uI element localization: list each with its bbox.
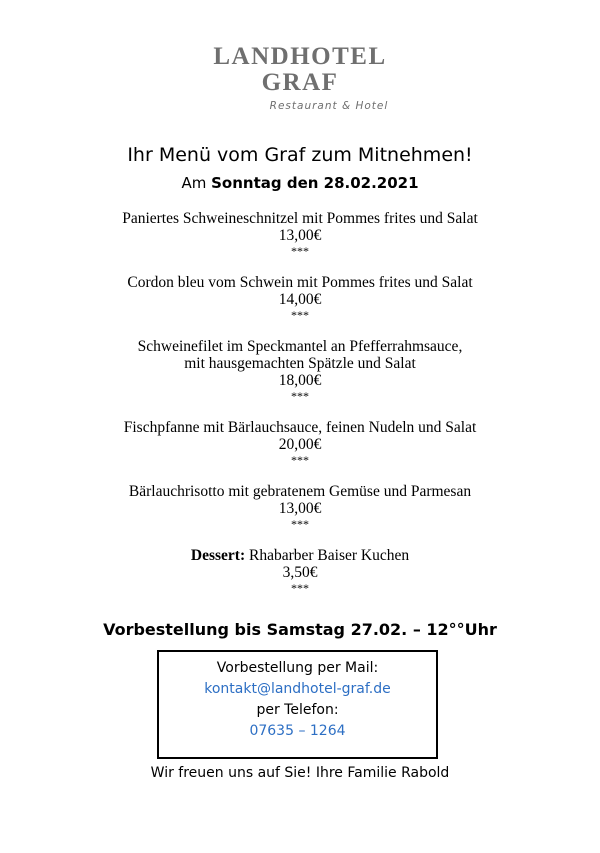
menu-item <box>0 419 600 467</box>
dish-price: 18,00€ <box>278 372 322 389</box>
separator: *** <box>291 581 309 595</box>
dish-name-line-2: mit hausgemachten Spätzle und Salat <box>184 355 416 372</box>
separator: *** <box>291 389 309 403</box>
date-value: Sonntag den 28.02.2021 <box>211 174 419 192</box>
dish-name: Schweinefilet im Speckmantel an Pfefferrahmsauce, <box>137 338 463 355</box>
dessert-label: Dessert: <box>190 547 246 564</box>
dish-price: 13,00€ <box>278 227 322 244</box>
page-title: Ihr Menü vom Graf zum Mitnehmen! <box>127 144 473 166</box>
dish-name: Bärlauchrisotto mit gebratenem Gemüse und Parmesan <box>128 483 472 500</box>
separator: *** <box>291 453 309 467</box>
closing-note: Wir freuen uns auf Sie! Ihre Familie Rabold <box>150 765 450 781</box>
hotel-logo <box>0 44 600 112</box>
email-link[interactable]: kontakt@landhotel-graf.de <box>204 681 391 697</box>
contact-box <box>157 650 438 759</box>
dessert-name: Rhabarber Baiser Kuchen <box>245 547 410 564</box>
dish-price: 20,00€ <box>278 436 322 453</box>
phone-label: per Telefon: <box>256 702 339 718</box>
dessert-line <box>0 547 600 564</box>
dish-name: Paniertes Schweineschnitzel mit Pommes frites und Salat <box>122 210 478 227</box>
logo-line-2: GRAF <box>261 69 339 96</box>
logo-subtitle: Restaurant & Hotel <box>269 100 389 112</box>
menu-item <box>0 210 600 258</box>
separator: *** <box>291 308 309 322</box>
separator: *** <box>291 517 309 531</box>
logo-line-1: LANDHOTEL <box>213 43 387 70</box>
phone-link[interactable]: 07635 – 1264 <box>249 723 346 739</box>
separator: *** <box>291 244 309 258</box>
dish-name: Cordon bleu vom Schwein mit Pommes frites und Salat <box>127 274 473 291</box>
dish-price: 14,00€ <box>278 291 322 308</box>
date-prefix: Am <box>181 174 212 192</box>
dessert-item <box>0 547 600 595</box>
menu-list <box>0 210 600 611</box>
menu-date <box>0 174 600 192</box>
dessert-price: 3,50€ <box>282 564 318 581</box>
dish-name: Fischpfanne mit Bärlauchsauce, feinen Nudeln und Salat <box>123 419 477 436</box>
menu-item <box>0 338 600 403</box>
menu-item <box>0 483 600 531</box>
mail-label: Vorbestellung per Mail: <box>216 660 379 676</box>
menu-item <box>0 274 600 322</box>
dish-price: 13,00€ <box>278 500 322 517</box>
preorder-deadline: Vorbestellung bis Samstag 27.02. – 12°°Uhr <box>103 620 497 639</box>
